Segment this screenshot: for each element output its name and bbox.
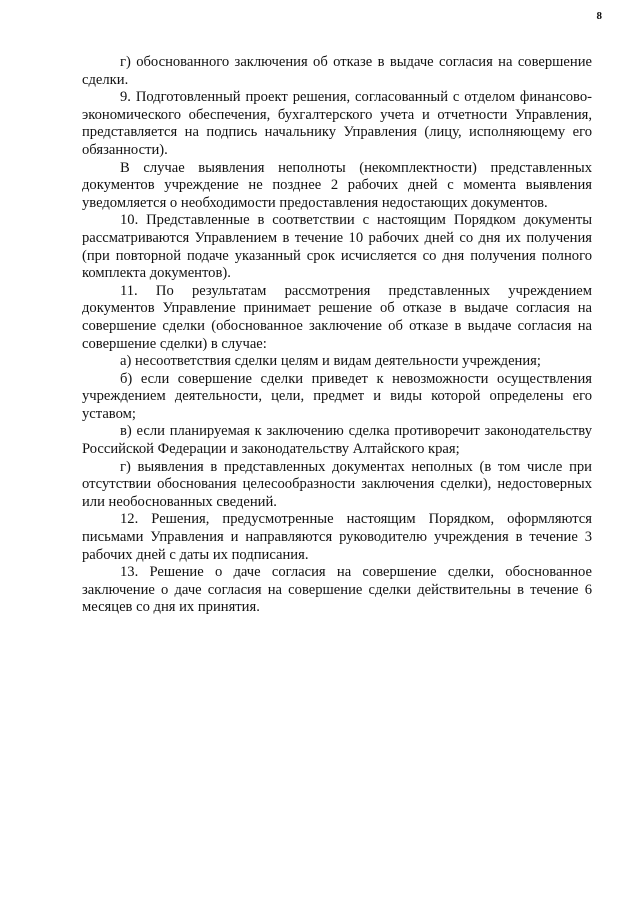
paragraph-10: 10. Представленные в соответствии с настоящим Порядком документы рассматриваются Управлением в течение 10 рабочих дней со дня их получения (при повторной подаче указанный срок исчисляется со дня получения полного комплекта документов). bbox=[82, 212, 592, 282]
paragraph-9-incompleteness: В случае выявления неполноты (некомплектности) представленных документов учреждение не позднее 2 рабочих дней с момента выявления уведомляется о необходимости предоставления недостающих документов. bbox=[82, 159, 592, 211]
paragraph-9: 9. Подготовленный проект решения, согласованный с отделом финансово-экономического обеспечения, бухгалтерского учета и отчетности Управления, представляется на подпись начальнику Управления (лицу, исполняющему его обязанности). bbox=[82, 89, 592, 158]
paragraph-11b: б) если совершение сделки приведет к невозможности осуществления учреждением деятельности, цели, предмет и виды которой определены его уставом; bbox=[82, 370, 592, 422]
paragraph-12: 12. Решения, предусмотренные настоящим Порядком, оформляются письмами Управления и направляются руководителю учреждения в течение 3 рабочих дней с даты их подписания. bbox=[82, 511, 592, 563]
paragraph-11g: г) выявления в представленных документах неполных (в том числе при отсутствии обоснования целесообразности заключения сделки), недостоверных или необоснованных сведений. bbox=[82, 458, 592, 510]
page-number: 8 bbox=[596, 10, 602, 22]
paragraph-8g-continuation: г) обоснованного заключения об отказе в выдаче согласия на совершение сделки. bbox=[82, 54, 592, 88]
paragraph-13: 13. Решение о даче согласия на совершение сделки, обоснованное заключение о даче согласия на совершение сделки действительны в течение 6 месяцев со дня их принятия. bbox=[82, 564, 592, 616]
paragraph-11v: в) если планируемая к заключению сделка противоречит законодательству Российской Федерации и законодательству Алтайского края; bbox=[82, 423, 592, 458]
paragraph-11: 11. По результатам рассмотрения представленных учреждением документов Управление принимает решение об отказе в выдаче согласия на совершение сделки (обоснованное заключение об отказе в выдаче согласия на совершение сделки) в случае: bbox=[82, 282, 592, 352]
document-body bbox=[82, 54, 592, 617]
paragraph-11a: а) несоответствия сделки целям и видам деятельности учреждения; bbox=[120, 353, 541, 370]
